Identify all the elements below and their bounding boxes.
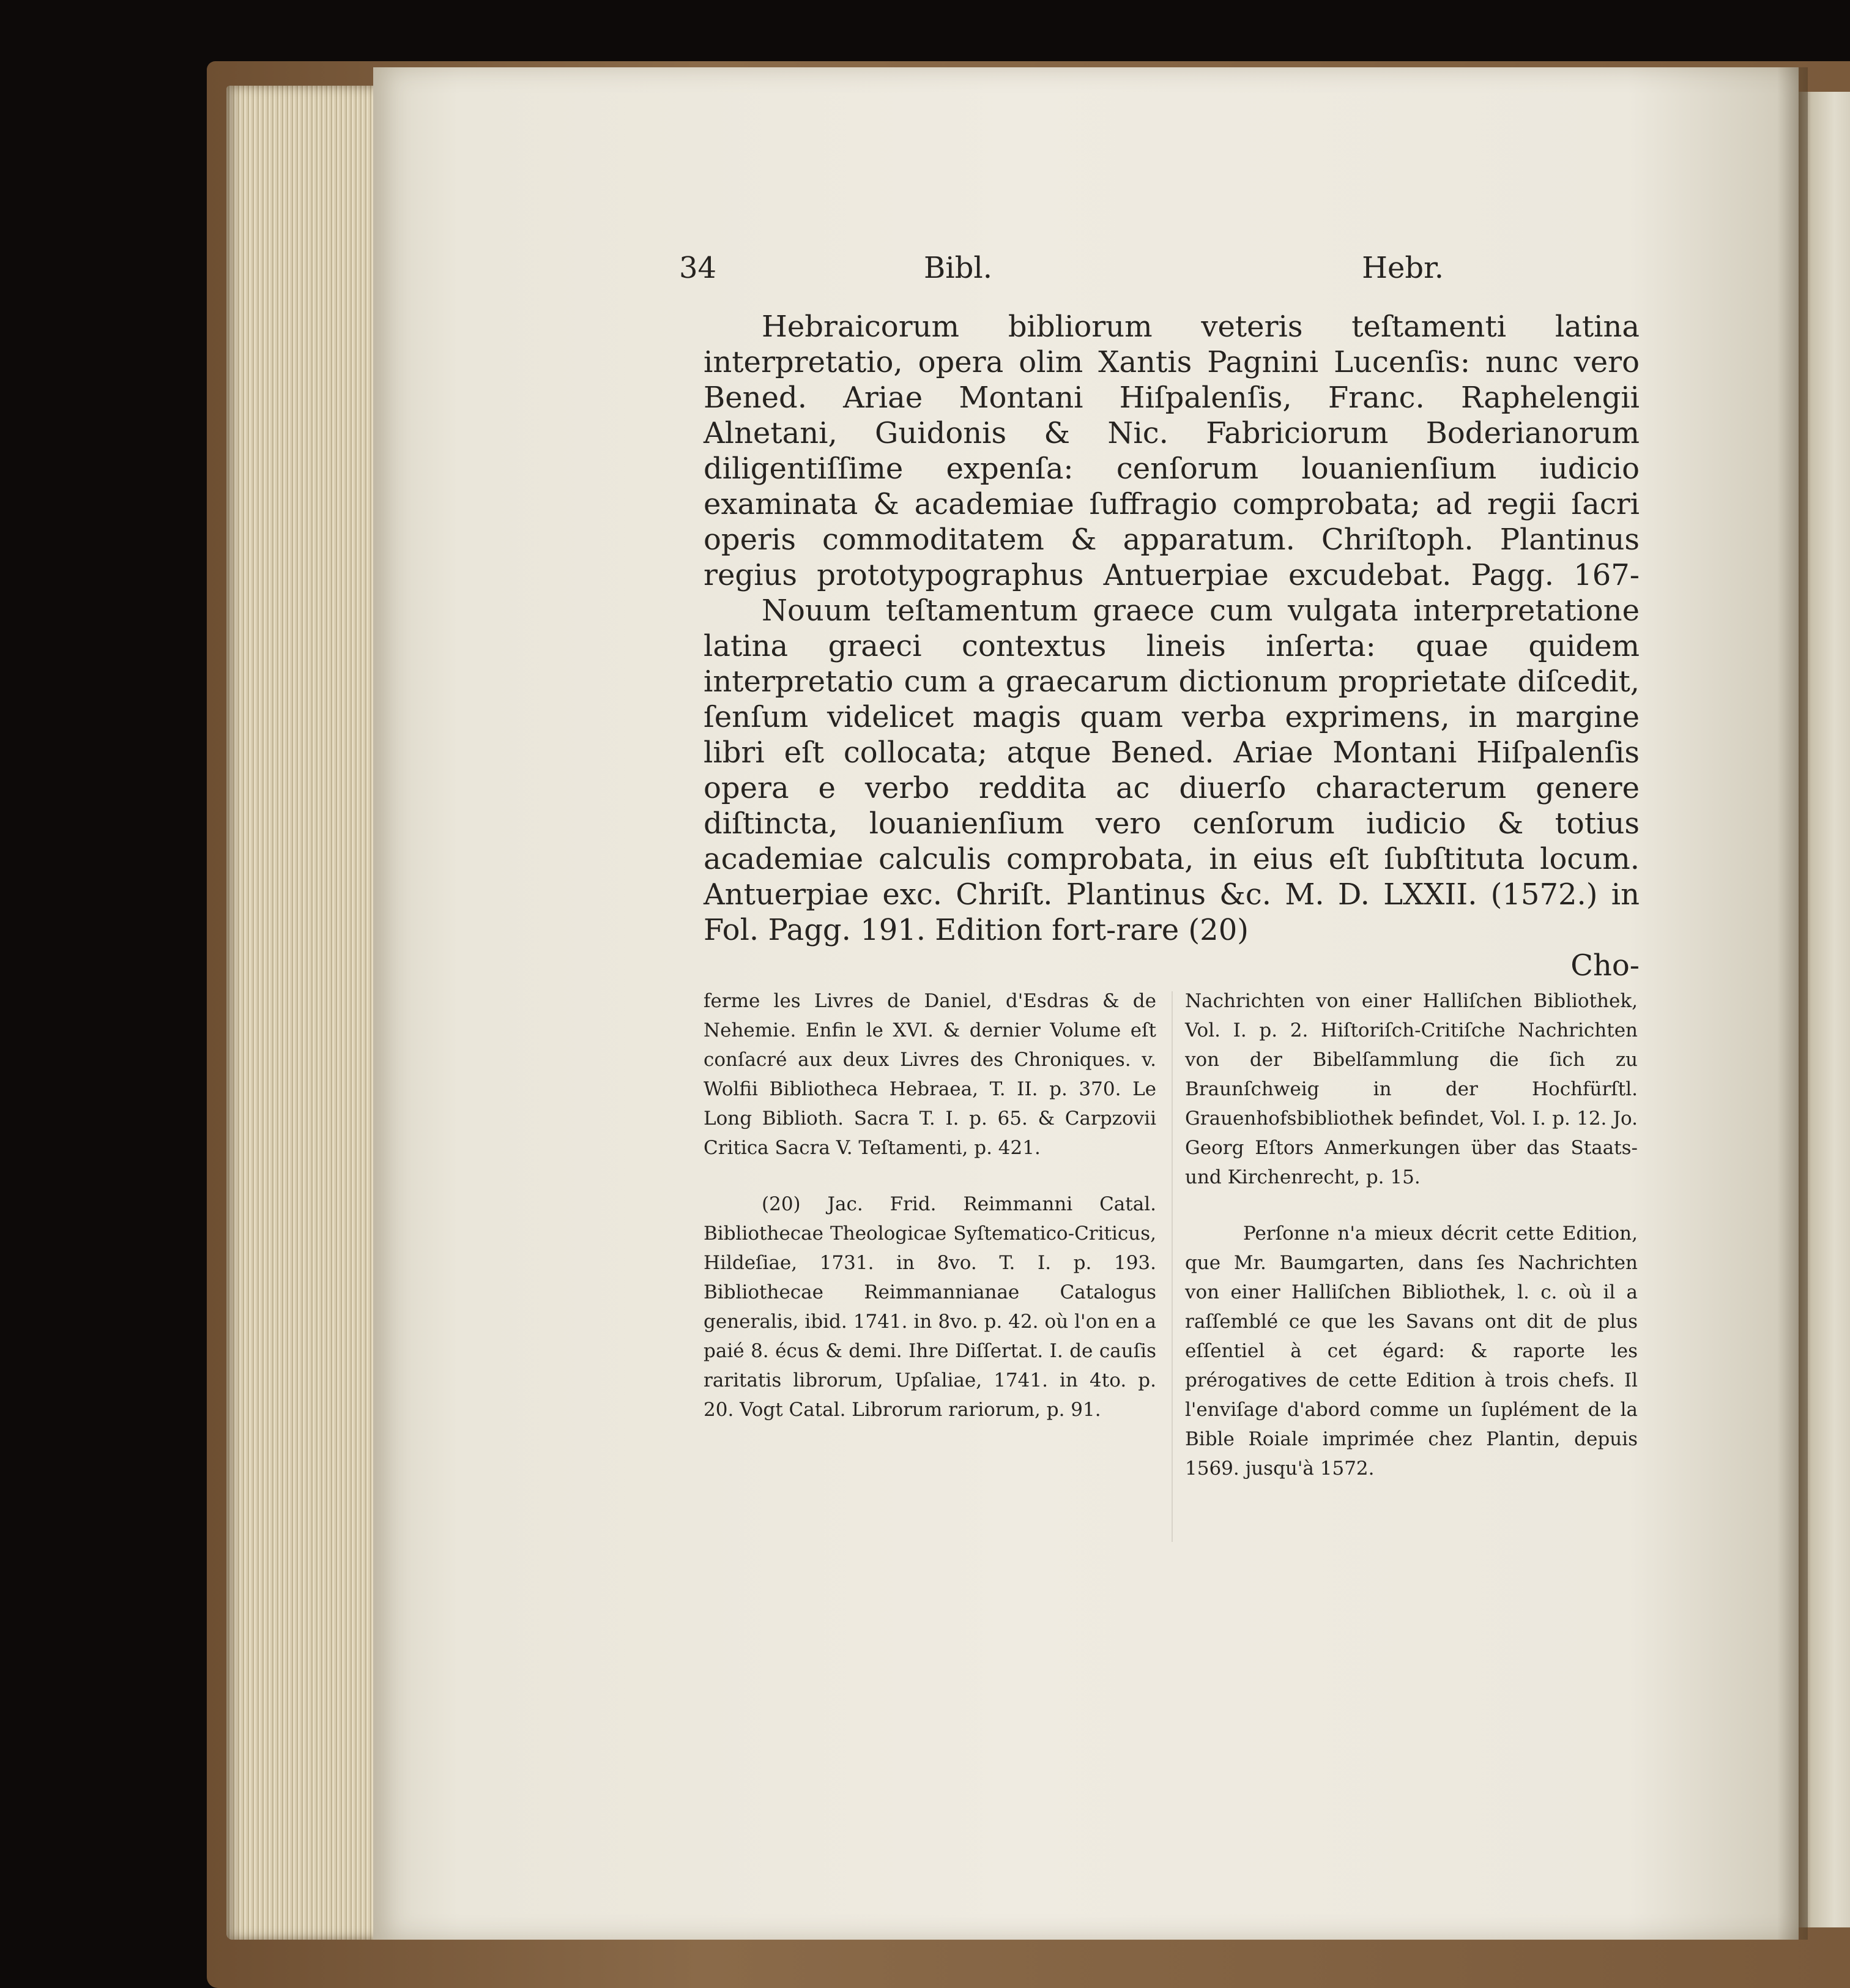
running-title-right: Hebr.	[1362, 251, 1444, 285]
footnotes-left-column	[704, 986, 1156, 1451]
footnote-right-1: Nachrichten von einer Halliſchen Bibliothek, Vol. I. p. 2. Hiſtoriſch-Critiſche Nachrichten von der Bibelſammlung die ſich zu Braunſchweig in der Hochfürſtl. Grauenhofsbibliothek befindet, Vol. I. p. 12. Jo. Georg Eſtors Anmerkungen über das Staats- und Kirchenrecht, p. 15.	[1185, 990, 1638, 1188]
footnote-left-2: (20) Jac. Frid. Reimmanni Catal. Bibliothecae Theologicae Syſtematico-Criticus, Hildeſiae, 1731. in 8vo. T. I. p. 193. Bibliothecae Reimmannianae Catalogus generalis, ibid. 1741. in 8vo. p. 42. où l'on en a paié 8. écus & demi. Ihre Diſſertat. I. de cauſis raritatis librorum, Upſaliae, 1741. in 4to. p. 20. Vogt Catal. Librorum rariorum, p. 91.	[704, 1193, 1156, 1421]
main-text	[704, 309, 1640, 983]
footnote-left-1: ferme les Livres de Daniel, d'Esdras & de Nehemie. Enfin le XVI. & dernier Volume eſt conſacré aux deux Livres des Chroniques. v. Wolfii Bibliotheca Hebraea, T. II. p. 370. Le Long Biblioth. Sacra T. I. p. 65. & Carpzovii Critica Sacra V. Teſtamenti, p. 421.	[704, 990, 1156, 1159]
footnote-column-gap	[1172, 991, 1173, 1542]
running-header	[679, 251, 1444, 300]
gutter-shadow	[1777, 67, 1808, 1940]
page-block-edges	[226, 86, 392, 1940]
footnotes-right-column	[1185, 986, 1638, 1510]
page-number: 34	[679, 251, 717, 285]
footnote-right-2: Perſonne n'a mieux décrit cette Edition, que Mr. Baumgarten, dans ſes Nachrichten von einer Halliſchen Bibliothek, l. c. où il a raſſemblé ce que les Savans ont dit de plus eſſentiel à cet égard: & raporte les prérogatives de cette Edition à trois chefs. Il l'enviſage d'abord comme un ſuplément de la Bible Roiale imprimée chez Plantin, depuis 1569. jusqu'à 1572.	[1185, 1223, 1638, 1480]
running-title-left: Bibl.	[924, 251, 992, 285]
main-paragraph-1: Hebraicorum bibliorum veteris teſtamenti latina interpretatio, opera olim Xantis Pagnini Lucenſis: nunc vero Bened. Ariae Montani Hiſpalenſis, Franc. Raphelengii Alnetani, Guidonis & Nic. Fabriciorum Boderianorum diligentiſſime expenſa: cenſorum louanienſium iudicio examinata & academiae ſuffragio comprobata; ad regii ſacri operis commoditatem & apparatum. Chriſtoph. Plantinus regius prototypographus Antuerpiae excudebat. Pagg. 167-	[704, 310, 1640, 592]
catchword: Cho-	[1570, 948, 1640, 983]
main-paragraph-2: Nouum teſtamentum graece cum vulgata interpretatione latina graeci contextus lineis inſerta: quae quidem interpretatio cum a graecarum dictionum proprietate diſcedit, ſenſum videlicet magis quam verba exprimens, in margine libri eſt collocata; atque Bened. Ariae Montani Hiſpalenſis opera e verbo reddita ac diuerſo characterum genere diſtincta, louanienſium vero cenſorum iudicio & totius academiae calculis comprobata, in eius eſt ſubſtituta locum. Antuerpiae exc. Chriſt. Plantinus &c. M. D. LXXII. (1572.) in Fol. Pagg. 191. Edition fort-rare (20)	[704, 594, 1640, 947]
